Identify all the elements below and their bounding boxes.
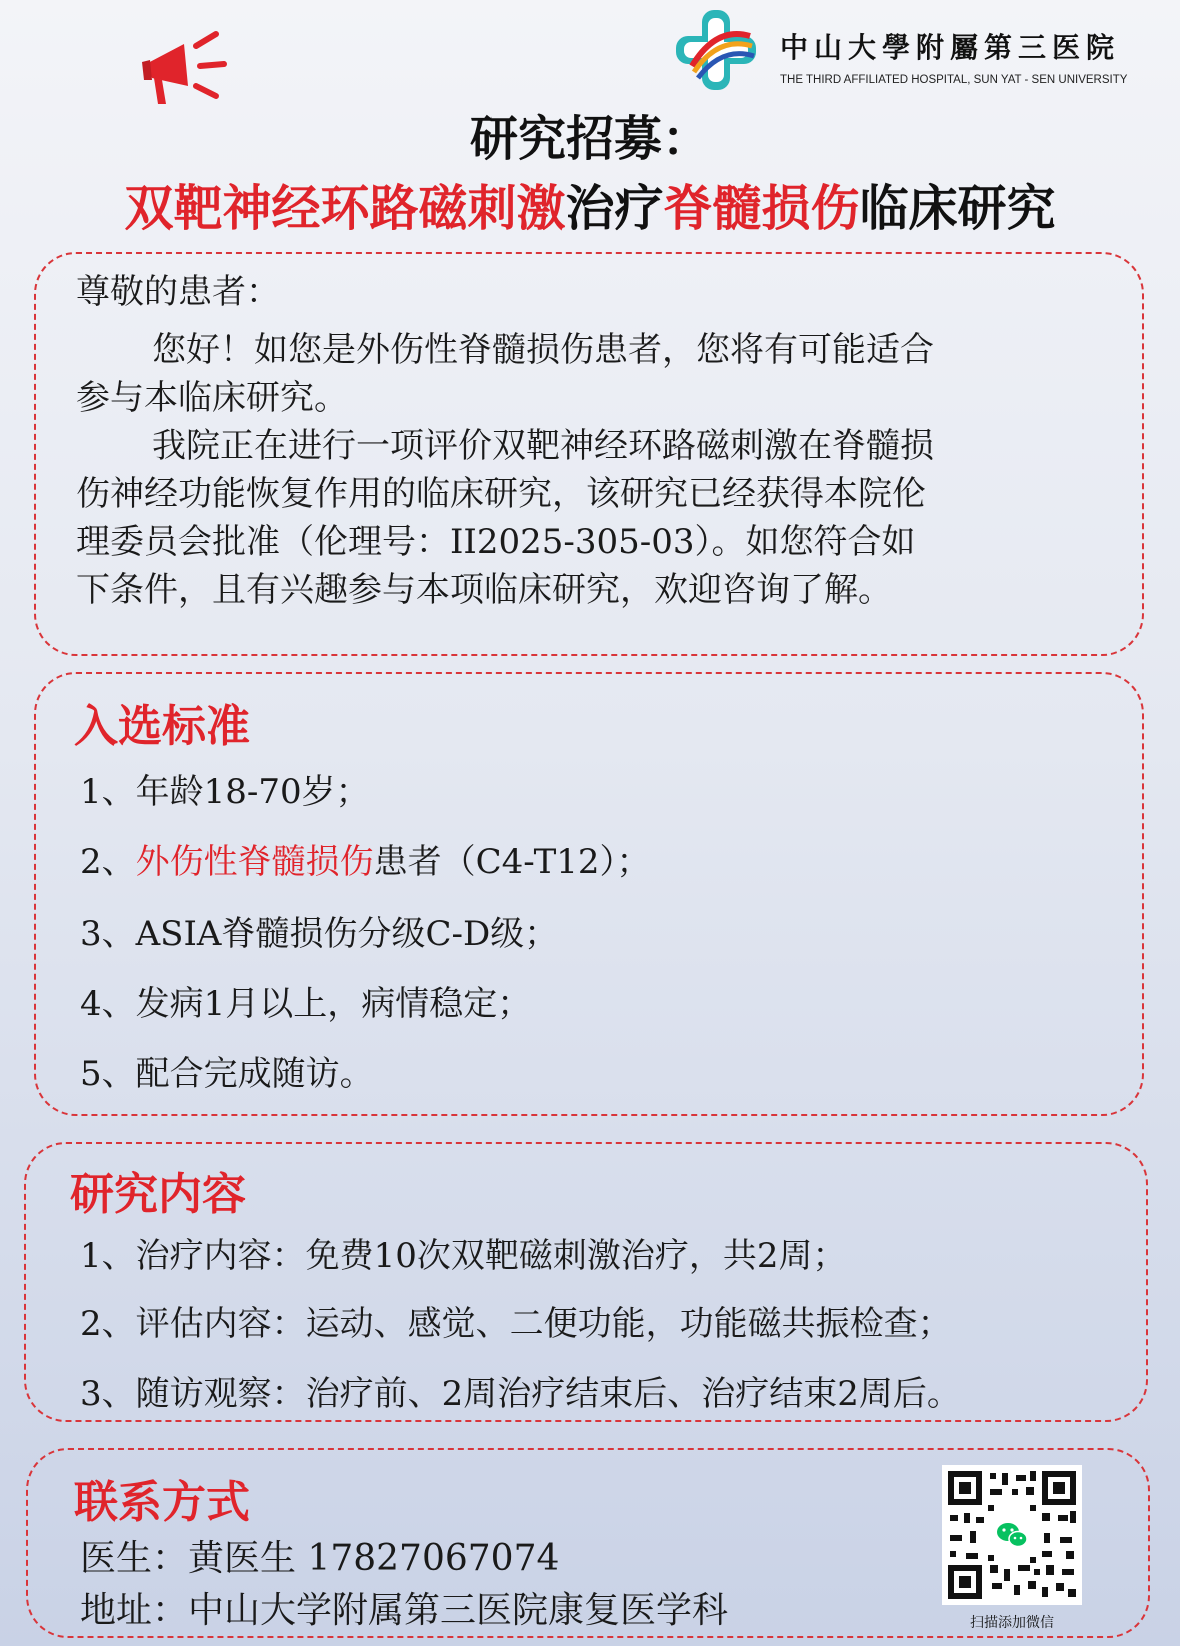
megaphone-icon bbox=[140, 30, 230, 110]
intro-line: 您好！如您是外伤性脊髓损伤患者，您将有可能适合 bbox=[152, 330, 934, 370]
inclusion-item-highlight: 外伤性脊髓损伤 bbox=[135, 842, 374, 882]
subtitle-red-part-2: 脊髓损伤 bbox=[663, 180, 860, 237]
hospital-name-en: THE THIRD AFFILIATED HOSPITAL, SUN YAT - SEN UNIVERSITY bbox=[780, 74, 1128, 86]
page-subtitle bbox=[0, 170, 1180, 240]
inclusion-item: 4、发病1月以上，病情稳定； bbox=[80, 984, 532, 1024]
intro-line: 理委员会批准（伦理号：II2025-305-03）。如您符合如 bbox=[76, 522, 916, 562]
page-title: 研究招募： bbox=[469, 111, 710, 167]
inclusion-item: 1、年龄18-70岁； bbox=[80, 772, 370, 812]
subtitle-black-part-1: 治疗 bbox=[565, 180, 664, 237]
qr-label: 扫描添加微信 bbox=[970, 1615, 1054, 1631]
inclusion-item: 5、配合完成随访。 bbox=[80, 1054, 374, 1094]
doctor-contact: 医生：黄医生 17827067074 bbox=[80, 1538, 560, 1579]
research-content-item: 2、评估内容：运动、感觉、二便功能，功能磁共振检查； bbox=[80, 1304, 952, 1344]
wechat-qr-code[interactable] bbox=[942, 1465, 1082, 1605]
intro-line: 我院正在进行一项评价双靶神经环路磁刺激在脊髓损 bbox=[152, 426, 934, 466]
inclusion-item: 3、ASIA脊髓损伤分级C-D级； bbox=[80, 914, 559, 954]
hospital-logo bbox=[672, 6, 1172, 98]
inclusion-heading: 入选标准 bbox=[74, 701, 250, 752]
contact-heading: 联系方式 bbox=[74, 1477, 250, 1528]
address: 地址：中山大学附属第三医院康复医学科 bbox=[80, 1590, 729, 1631]
inclusion-item-prefix: 2、 bbox=[80, 842, 136, 882]
hospital-name-cn: 中山大學附屬第三医院 bbox=[780, 31, 1121, 64]
inclusion-item bbox=[80, 834, 651, 883]
research-content-heading: 研究内容 bbox=[70, 1169, 246, 1220]
hospital-logo-icon bbox=[672, 6, 760, 94]
wechat-icon bbox=[992, 1515, 1032, 1555]
inclusion-item-suffix: 患者（C4-T12）； bbox=[373, 842, 651, 882]
intro-line: 下条件，且有兴趣参与本项临床研究，欢迎咨询了解。 bbox=[76, 570, 892, 610]
research-content-item: 3、随访观察：治疗前、2周治疗结束后、治疗结束2周后。 bbox=[80, 1374, 961, 1414]
intro-line: 参与本临床研究。 bbox=[76, 378, 348, 418]
research-content-item: 1、治疗内容：免费10次双靶磁刺激治疗，共2周； bbox=[80, 1236, 847, 1276]
subtitle-red-part-1: 双靶神经环路磁刺激 bbox=[124, 180, 566, 237]
subtitle-black-part-2: 临床研究 bbox=[859, 180, 1056, 237]
salutation: 尊敬的患者： bbox=[76, 272, 280, 312]
intro-line: 伤神经功能恢复作用的临床研究，该研究已经获得本院伦 bbox=[76, 474, 926, 514]
